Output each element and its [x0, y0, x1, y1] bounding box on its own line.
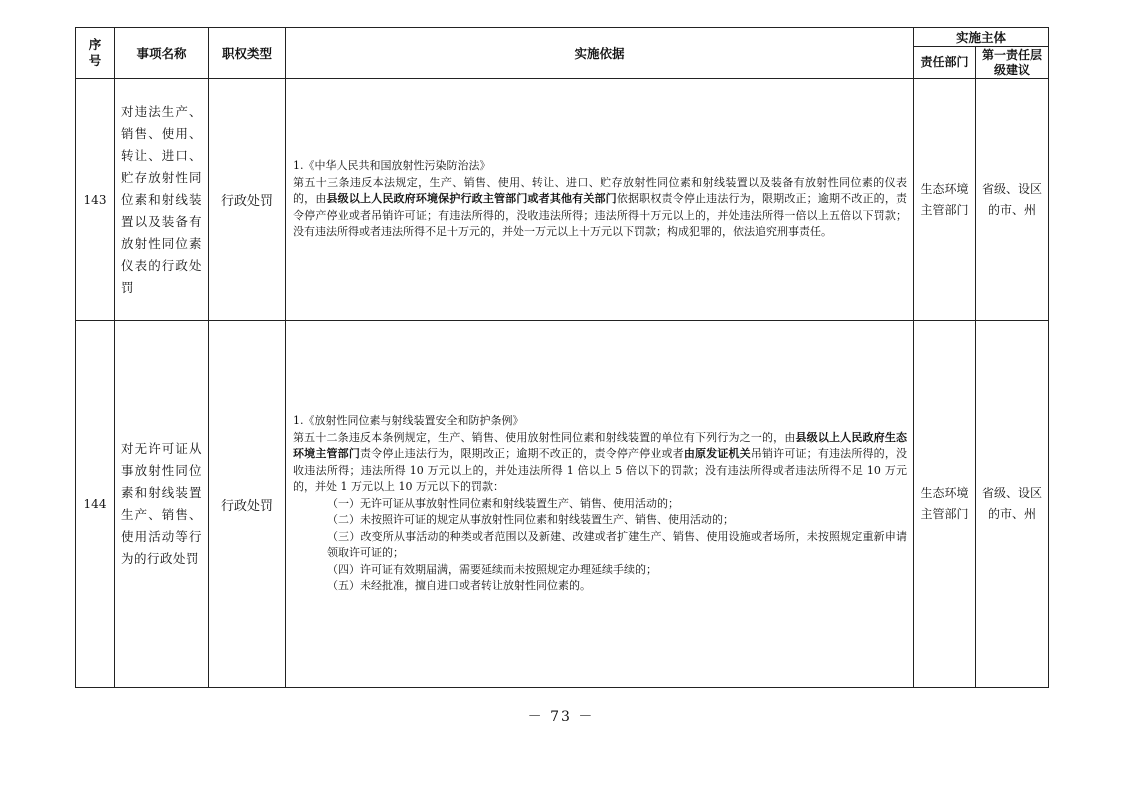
table-row	[76, 79, 1049, 321]
authority-type: 行政处罚	[209, 321, 286, 688]
page-number: － 73 －	[527, 709, 595, 725]
responsibility-level: 省级、设区的市、州	[976, 79, 1049, 321]
header-name: 事项名称	[115, 28, 209, 79]
basis-clause: （四）许可证有效期届满，需要延续而未按照规定办理延续手续的；	[327, 562, 657, 576]
table-row	[76, 321, 1049, 688]
basis-text	[293, 430, 907, 496]
responsible-dept: 生态环境主管部门	[914, 321, 976, 688]
header-type: 职权类型	[209, 28, 286, 79]
basis-text-part: 第五十三条违反本法规定，生产、销售、使用、转让、进口、贮存放射性同位素和射线装置以及装备有放射性同位素的仪表的，由	[293, 175, 907, 206]
basis-title: 1.《放射性同位素与射线装置安全和防护条例》	[293, 414, 524, 428]
header-level: 第一责任层级建议	[976, 47, 1049, 79]
basis-text-part: 责令停止违法行为，限期改正；逾期不改正的，责令停产停业或者	[360, 447, 684, 461]
authority-type: 行政处罚	[209, 79, 286, 321]
basis-clause: （三）改变所从事活动的种类或者范围以及新建、改建或者扩建生产、销售、使用设施或者场所，未按照规定重新申请领取许可证的；	[327, 529, 907, 560]
basis-title: 1.《中华人民共和国放射性污染防治法》	[293, 159, 491, 173]
header-basis: 实施依据	[286, 28, 914, 79]
basis-text	[293, 176, 907, 239]
basis-text-part: 第五十二条违反本条例规定，生产、销售、使用放射性同位素和射线装置的单位有下列行为之一的，由	[293, 430, 796, 444]
header-dept: 责任部门	[914, 47, 976, 79]
item-name: 对违法生产、销售、使用、转让、进口、贮存放射性同位素和射线装置以及装备有放射性同位素仪表的行政处罚	[115, 79, 209, 321]
basis-clause: （五）未经批准，擅自进口或者转让放射性同位素的。	[327, 579, 591, 593]
row-number: 143	[76, 79, 115, 321]
basis-authority: 县级以上人民政府环境保护行政主管部门或者其他有关部门	[326, 192, 617, 206]
basis-text-part: 依据职权责令停止违法行为，限期改正；逾期不改正的，责令停产停业或者吊销许可证；有违法所得的，没收违法所得；违法所得十万元以上的，并处违法所得一倍以上五倍以下罚款；没有违法所得或者违法所得不足十万元的，并处一万元以上十万元以下罚款；构成犯罪的，依法追究刑事责任。	[293, 192, 908, 239]
basis-clause: （二）未按照许可证的规定从事放射性同位素和射线装置生产、销售、使用活动的；	[327, 513, 734, 527]
legal-basis	[286, 321, 914, 688]
basis-clause: （一）无许可证从事放射性同位素和射线装置生产、销售、使用活动的；	[327, 496, 679, 510]
responsibility-level: 省级、设区的市、州	[976, 321, 1049, 688]
enforcement-table	[75, 27, 1049, 688]
responsible-dept: 生态环境主管部门	[914, 79, 976, 321]
basis-authority: 县级以上人民政府生态环境主管部门	[293, 430, 907, 461]
basis-text-part: 吊销许可证；有违法所得的，没收违法所得；违法所得 10 万元以上的，并处违法所得 1 倍以上 5 倍以下的罚款；没有违法所得或者违法所得不足 10 万元的，并处 1 万元以上 10 万元以下的罚款：	[293, 447, 908, 494]
item-name: 对无许可证从事放射性同位素和射线装置生产、销售、使用活动等行为的行政处罚	[115, 321, 209, 688]
header-num: 序号	[76, 28, 115, 79]
header-subject: 实施主体	[914, 28, 1049, 47]
legal-basis	[286, 79, 914, 321]
row-number: 144	[76, 321, 115, 688]
basis-authority-2: 由原发证机关	[683, 447, 751, 461]
